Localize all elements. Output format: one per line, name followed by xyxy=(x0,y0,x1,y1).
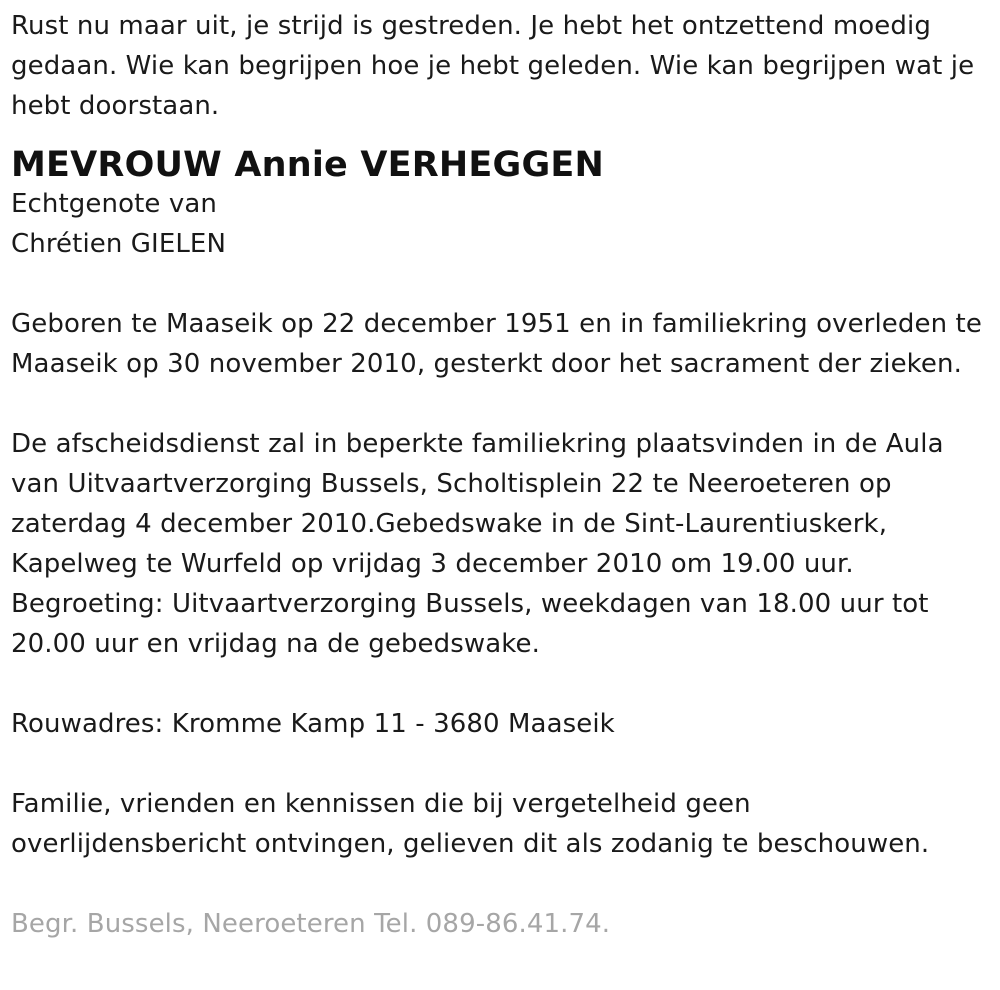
birth-death-line: Maaseik op 30 november 2010, gesterkt door het sacrament der zieken. xyxy=(11,349,962,379)
spacer xyxy=(11,864,991,904)
spouse-label: Echtgenote van xyxy=(11,189,217,219)
service-line: Begroeting: Uitvaartverzorging Bussels, weekdagen van 18.00 uur tot xyxy=(11,589,929,619)
notice-line: Familie, vrienden en kennissen die bij vergetelheid geen xyxy=(11,789,751,819)
notice-line: overlijdensbericht ontvingen, gelieven dit als zodanig te beschouwen. xyxy=(11,829,930,859)
spacer xyxy=(11,744,991,784)
spacer xyxy=(11,384,991,424)
birth-death-block xyxy=(11,304,991,384)
service-line: De afscheidsdienst zal in beperkte familiekring plaatsvinden in de Aula xyxy=(11,429,944,459)
service-line: van Uitvaartverzorging Bussels, Scholtisplein 22 te Neeroeteren op xyxy=(11,469,892,499)
service-line: 20.00 uur en vrijdag na de gebedswake. xyxy=(11,629,540,659)
service-line: Kapelweg te Wurfeld op vrijdag 3 december 2010 om 19.00 uur. xyxy=(11,549,854,579)
poem-line: hebt doorstaan. xyxy=(11,91,220,121)
service-block xyxy=(11,424,991,664)
spacer xyxy=(11,264,991,304)
spacer xyxy=(11,664,991,704)
birth-death-line: Geboren te Maaseik op 22 december 1951 en in familiekring overleden te xyxy=(11,309,982,339)
notice-block xyxy=(11,784,991,864)
obituary-document xyxy=(11,6,991,944)
poem-line: gedaan. Wie kan begrijpen hoe je hebt geleden. Wie kan begrijpen wat je xyxy=(11,51,975,81)
spouse-name: Chrétien GIELEN xyxy=(11,229,227,259)
poem-block xyxy=(11,6,991,126)
spouse-block xyxy=(11,184,991,264)
funeral-home-footer: Begr. Bussels, Neeroeteren Tel. 089-86.41.74. xyxy=(11,909,611,939)
deceased-name: MEVROUW Annie VERHEGGEN xyxy=(11,145,604,185)
mourning-address: Rouwadres: Kromme Kamp 11 - 3680 Maaseik xyxy=(11,709,615,739)
service-line: zaterdag 4 december 2010.Gebedswake in de Sint-Laurentiuskerk, xyxy=(11,509,888,539)
poem-line: Rust nu maar uit, je strijd is gestreden. Je hebt het ontzettend moedig xyxy=(11,11,931,41)
